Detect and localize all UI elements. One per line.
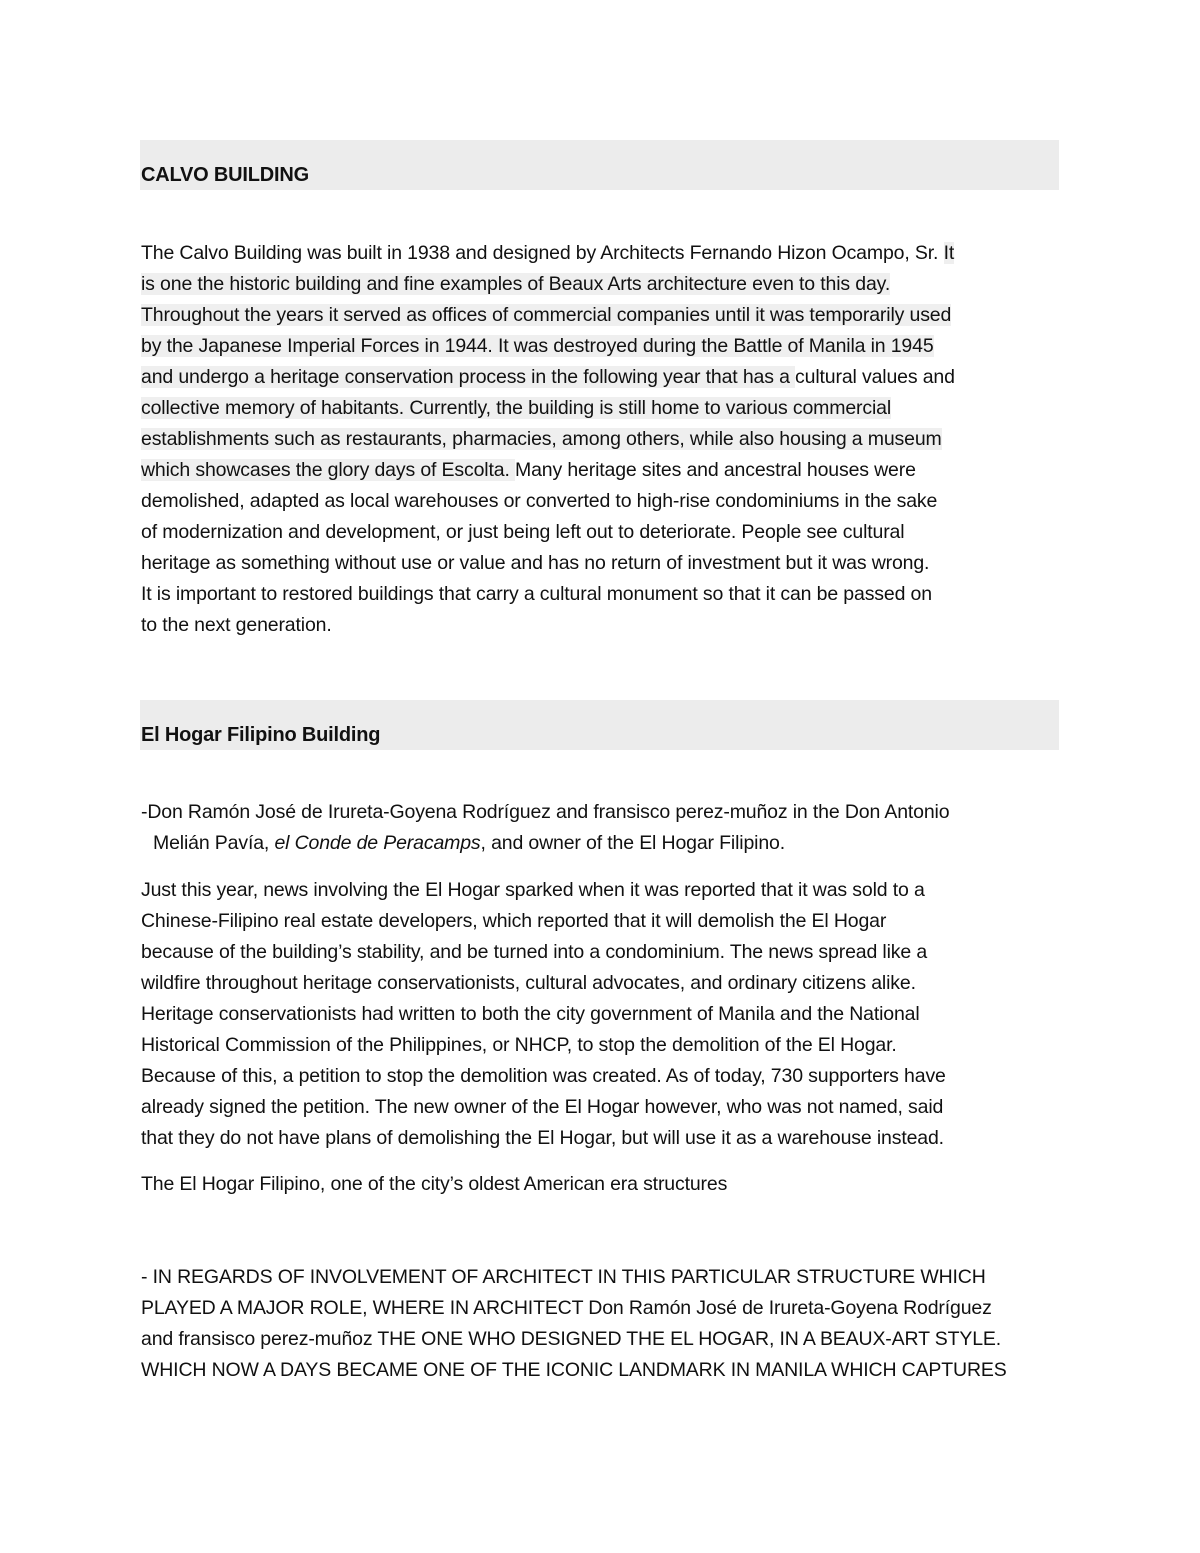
calvo-paragraph-line <box>141 270 890 298</box>
news-paragraph-line: Chinese-Filipino real estate developers, which reported that it will demolish the El Hogar <box>141 910 887 932</box>
calvo-paragraph-line <box>141 580 932 608</box>
calvo-paragraph-line <box>141 394 891 422</box>
news-paragraph-line: already signed the petition. The new owner of the El Hogar however, who was not named, said <box>141 1096 944 1118</box>
architect-paragraph-line: PLAYED A MAJOR ROLE, WHERE IN ARCHITECT Don Ramón José de Irureta-Goyena Rodríguez <box>141 1297 992 1319</box>
highlighted-text: by the Japanese Imperial Forces in 1944. It was destroyed during the Battle of Manila in 1945 <box>141 335 934 357</box>
body-text: It is important to restored buildings that carry a cultural monument so that it can be passed on <box>141 583 932 605</box>
news-paragraph-line: Just this year, news involving the El Hogar sparked when it was reported that it was sold to a <box>141 879 925 901</box>
heading-el-hogar-building: El Hogar Filipino Building <box>141 724 381 746</box>
architect-paragraph-line: and fransisco perez-muñoz THE ONE WHO DESIGNED THE EL HOGAR, IN A BEAUX-ART STYLE. <box>141 1328 1002 1350</box>
body-text: of modernization and development, or just being left out to deteriorate. People see cultural <box>141 521 905 543</box>
body-text: cultural values and <box>795 366 955 388</box>
calvo-paragraph-line <box>141 611 332 639</box>
designer-note-line-1: -Don Ramón José de Irureta-Goyena Rodríguez and fransisco perez-muñoz in the Don Antonio <box>141 801 950 823</box>
body-text: Many heritage sites and ancestral houses were <box>514 459 916 481</box>
highlighted-text: It <box>943 242 955 264</box>
heading-calvo-building: CALVO BUILDING <box>141 164 309 186</box>
designer-note-title: el Conde de Peracamps <box>274 832 481 854</box>
summary-line: The El Hogar Filipino, one of the city’s oldest American era structures <box>141 1173 728 1195</box>
highlighted-text: establishments such as restaurants, pharmacies, among others, while also housing a museum <box>141 428 942 450</box>
highlighted-text: Throughout the years it served as offices of commercial companies until it was temporarily used <box>141 304 952 326</box>
news-paragraph-line: Historical Commission of the Philippines, or NHCP, to stop the demolition of the El Hogar. <box>141 1034 897 1056</box>
calvo-paragraph-line <box>141 456 916 484</box>
designer-note-text: Melián Pavía, <box>153 832 275 854</box>
news-paragraph-line: Because of this, a petition to stop the demolition was created. As of today, 730 supporters have <box>141 1065 946 1087</box>
designer-note-text: , and owner of the El Hogar Filipino. <box>480 832 785 854</box>
architect-paragraph-line: - IN REGARDS OF INVOLVEMENT OF ARCHITECT IN THIS PARTICULAR STRUCTURE WHICH <box>141 1266 986 1288</box>
calvo-paragraph-line <box>141 301 951 329</box>
designer-note-line-2 <box>153 829 785 857</box>
highlighted-text: and undergo a heritage conservation process in the following year that has a <box>141 366 796 388</box>
body-text: to the next generation. <box>141 614 332 636</box>
body-text: demolished, adapted as local warehouses or converted to high-rise condominiums in the sake <box>141 490 938 512</box>
news-paragraph-line: because of the building’s stability, and be turned into a condominium. The news spread like a <box>141 941 928 963</box>
calvo-paragraph-line <box>141 487 937 515</box>
calvo-paragraph-line <box>141 239 954 267</box>
calvo-paragraph-line <box>141 518 904 546</box>
highlighted-text: collective memory of habitants. Currently, the building is still home to various commercial <box>141 397 892 419</box>
body-text: heritage as something without use or value and has no return of investment but it was wrong. <box>141 552 930 574</box>
news-paragraph-line: wildfire throughout heritage conservationists, cultural advocates, and ordinary citizens alike. <box>141 972 916 994</box>
highlighted-text: which showcases the glory days of Escolta. <box>141 459 515 481</box>
calvo-paragraph-line <box>141 549 929 577</box>
architect-paragraph-line: WHICH NOW A DAYS BECAME ONE OF THE ICONIC LANDMARK IN MANILA WHICH CAPTURES <box>141 1359 1007 1381</box>
news-paragraph-line: that they do not have plans of demolishing the El Hogar, but will use it as a warehouse instead. <box>141 1127 944 1149</box>
calvo-paragraph-line <box>141 425 942 453</box>
body-text: The Calvo Building was built in 1938 and designed by Architects Fernando Hizon Ocampo, Sr. <box>141 242 944 264</box>
calvo-paragraph-line <box>141 332 934 360</box>
news-paragraph-line: Heritage conservationists had written to both the city government of Manila and the National <box>141 1003 920 1025</box>
highlighted-text: is one the historic building and fine examples of Beaux Arts architecture even to this day. <box>141 273 891 295</box>
calvo-paragraph-line <box>141 363 955 391</box>
